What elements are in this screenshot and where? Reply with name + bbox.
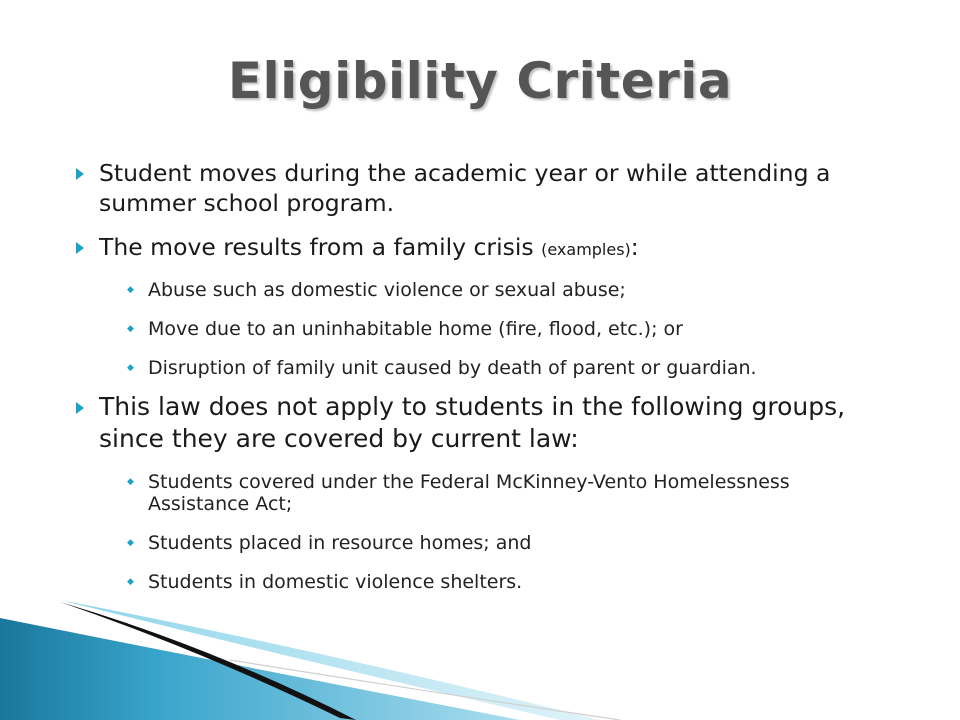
diamond-bullet-icon: ◆ <box>127 285 134 295</box>
sub-bullet-item <box>74 471 874 515</box>
bullet-text: This law does not apply to students in the following groups, since they are covered by current law: <box>99 392 846 453</box>
diamond-bullet-icon: ◆ <box>127 477 134 487</box>
bullet-text: The move results from a family crisis <box>99 233 542 261</box>
sub-bullet-text: Abuse such as domestic violence or sexual abuse; <box>148 279 626 301</box>
sub-bullet-text: Move due to an uninhabitable home (fire, flood, etc.); or <box>148 318 683 340</box>
bullet-item-1 <box>74 158 874 218</box>
slide-title: Eligibility Criteria <box>227 52 733 110</box>
diamond-bullet-icon: ◆ <box>127 363 134 373</box>
arrow-bullet-icon <box>76 168 84 180</box>
bullet-list <box>74 158 874 610</box>
diamond-bullet-icon: ◆ <box>127 577 134 587</box>
diamond-bullet-icon: ◆ <box>127 538 134 548</box>
arrow-bullet-icon <box>76 242 84 254</box>
diamond-bullet-icon: ◆ <box>127 324 134 334</box>
sub-bullet-text: Disruption of family unit caused by death of parent or guardian. <box>148 357 757 379</box>
sub-bullet-item <box>74 571 874 593</box>
arrow-bullet-icon <box>76 402 84 414</box>
sub-bullet-item <box>74 279 874 301</box>
bullet-text-tail: : <box>630 233 639 261</box>
sub-bullet-text: Students covered under the Federal McKinney-Vento Homelessness Assistance Act; <box>148 471 790 515</box>
wave-decoration <box>0 600 960 720</box>
sub-bullet-item <box>74 357 874 379</box>
sub-bullet-text: Students in domestic violence shelters. <box>148 571 523 593</box>
bullet-text: Student moves during the academic year or while attending a summer school program. <box>99 159 831 217</box>
sub-bullet-item <box>74 532 874 554</box>
sub-bullet-text: Students placed in resource homes; and <box>148 532 532 554</box>
bullet-text-paren: (examples) <box>541 240 631 259</box>
sub-bullet-item <box>74 318 874 340</box>
bullet-item-2 <box>74 232 874 265</box>
bullet-item-3 <box>74 391 874 455</box>
